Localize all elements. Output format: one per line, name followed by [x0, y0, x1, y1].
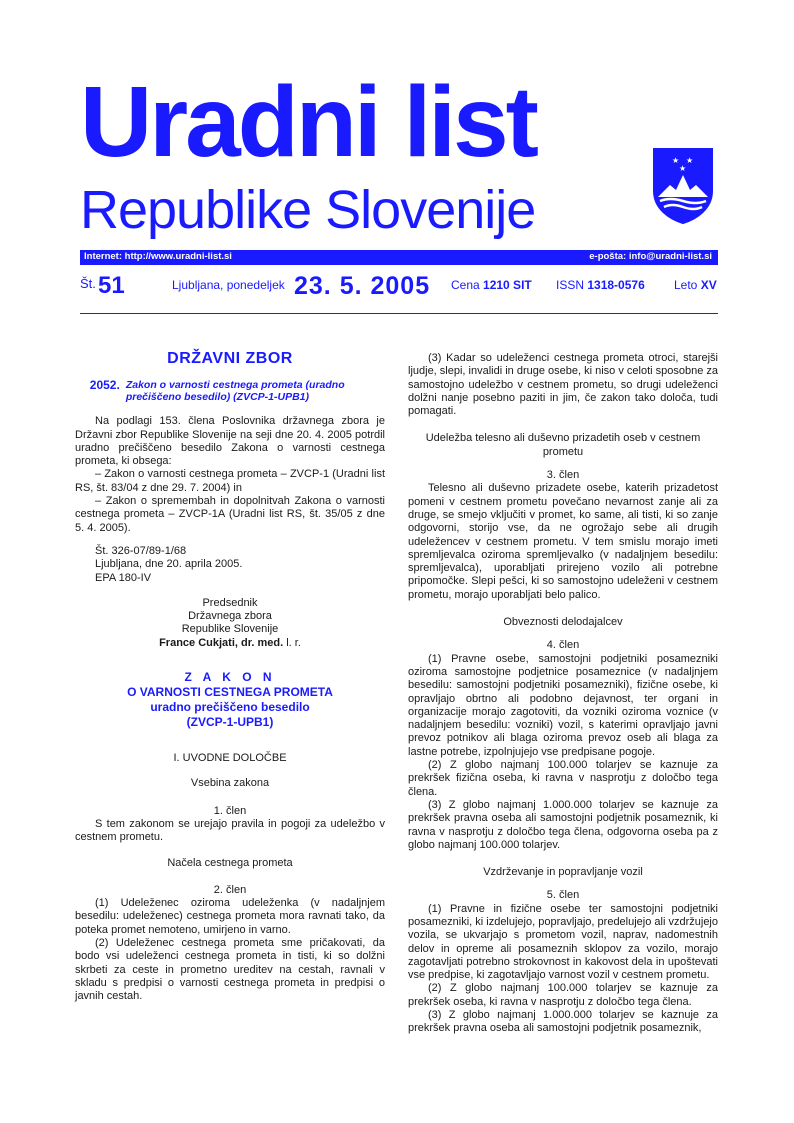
article-3-heading: 3. člen	[546, 469, 580, 482]
subheading-4: Obveznosti delodajalcev	[503, 616, 623, 629]
law-title	[75, 670, 385, 730]
article-4-heading: 4. člen	[546, 639, 580, 652]
signature-line-3: Republike Slovenije	[181, 623, 279, 636]
subheading-3: Udeležba telesno ali duševno prizadetih oseb v cestnem prometu	[425, 432, 701, 458]
act-number: 2052.	[89, 378, 120, 393]
article-4-paragraph-2: (2) Z globo najmanj 100.000 tolarjev se kaznuje za prekršek fizična oseba, ki ravna v nasprotju z določbo tega člena.	[408, 759, 718, 798]
law-title-line-3: uradno prečiščeno besedilo	[150, 700, 310, 715]
issue-number-label: Št.	[80, 276, 96, 291]
year-label: Leto	[674, 278, 698, 292]
signature-name-line	[75, 637, 385, 650]
price-value: 1210 SIT	[483, 278, 532, 292]
issn-value: 1318-0576	[587, 278, 645, 292]
article-1-text: S tem zakonom se urejajo pravila in pogoji za udeležbo v cestnem prometu.	[75, 817, 385, 844]
reference-epa: EPA 180-IV	[95, 571, 152, 584]
left-column	[75, 340, 385, 1004]
article-4-paragraph-3: (3) Z globo najmanj 1.000.000 tolarjev se kaznuje za prekršek pravna oseba ali samostojni podjetnik posameznik, ki ravna v nasprotju z določbo tega člena, odgovorna oseba pa z globo najmanj 100.000 tolarjev.	[408, 798, 718, 851]
subheading-2: Načela cestnega prometa	[167, 856, 293, 869]
law-title-line-2: O VARNOSTI CESTNEGA PROMETA	[127, 685, 333, 700]
issue-number: 51	[98, 272, 125, 299]
year-value: XV	[700, 278, 717, 292]
masthead-contact-bar	[80, 250, 718, 265]
svg-text:★: ★	[686, 156, 694, 165]
issue-place-day: Ljubljana, ponedeljek	[172, 278, 285, 292]
issn-label: ISSN	[556, 278, 585, 292]
header-rule	[80, 313, 718, 314]
slovenia-coat-of-arms-icon	[650, 145, 716, 225]
intro-paragraph: Na podlagi 153. člena Poslovnika državnega zbora je Državni zbor Republike Slovenije na seji dne 20. 4. 2005 potrdil uradno prečiščeno besedilo Zakona o varnosti cestnega prometa, ki obsega:	[75, 415, 385, 468]
article-3-text: Telesno ali duševno prizadete osebe, katerih prizadetost pomeni v cestnem prometu povečano nevarnost zanje ali za druge, se smejo vključiti v promet, ko same, ali tisti, ki so zanje odgovorni, storijo vse, da ne ogrožajo sebe ali drugih udeležencev v cestnem prometu. V tem smislu morajo imeti spremljevalca oziroma spremljevalko (v nadaljnjem besedilu: spremljevalca), uporabljati prirejeno vozilo ali potrebne pripomočke. Slepi pešci, ki so samostojno udeleženi v cestnem prometu, morajo uporabljati belo palico.	[408, 482, 718, 601]
svg-text:★: ★	[672, 156, 680, 165]
signature-line-1: Predsednik	[202, 596, 258, 609]
law-title-line-4: (ZVCP-1-UPB1)	[186, 715, 274, 730]
internet-link[interactable]: Internet: http://www.uradni-list.si	[84, 251, 232, 262]
article-4-paragraph-1: (1) Pravne osebe, samostojni podjetniki posamezniki oziroma samostojne podjetnice posameznice (v nadaljnjem besedilu: samostojni podjetniki posamezniki), fizične osebe, ki opravljajo obrtno ali podobno dejavnost, ter organi in organizacije morajo zagotoviti, da vozniki oziroma voznice (v nadaljnjem besedilu: vozniki) vozil, s katerimi opravljajo javni prevoz potnikov ali blaga oziroma prevoz oseb ali blaga za lastne potrebe, izpolnjujejo vse predpisane pogoje.	[408, 652, 718, 758]
reference-date: Ljubljana, dne 20. aprila 2005.	[95, 558, 243, 571]
price-label: Cena	[451, 278, 480, 292]
section-title: DRŽAVNI ZBOR	[167, 350, 293, 367]
subheading-1: Vsebina zakona	[190, 777, 270, 790]
article-5-paragraph-3: (3) Z globo najmanj 1.000.000 tolarjev se kaznuje za prekršek pravna oseba ali samostojni podjetnik posameznik,	[408, 1009, 718, 1035]
law-title-word: Z A K O N	[184, 670, 276, 685]
masthead-title: Uradni list	[80, 66, 536, 178]
article-2-paragraph-3: (3) Kadar so udeleženci cestnega prometa otroci, starejši ljudje, slepi, invalidi in druge osebe, ki niso v celoti sposobne za samostojno udeležbo v cestnem prometu, so drugi udeleženci dolžni nanje posebno paziti in jim, če zakon tako določa, tudi pomagati.	[408, 352, 719, 418]
email-link[interactable]: e-pošta: info@uradni-list.si	[589, 251, 712, 262]
act-heading	[75, 379, 385, 403]
svg-text:★: ★	[679, 164, 687, 173]
right-column	[408, 352, 718, 1036]
intro-item-2: – Zakon o spremembah in dopolnitvah Zakona o varnosti cestnega prometa – ZVCP-1A (Uradni list RS, št. 35/05 z dne 5. 4. 2005).	[75, 495, 385, 534]
reference-number: Št. 326-07/89-1/68	[95, 544, 187, 557]
chapter-heading: I. UVODNE DOLOČBE	[173, 752, 287, 765]
signature-line-2: Državnega zbora	[188, 610, 272, 623]
act-title: Zakon o varnosti cestnega prometa (uradno prečiščeno besedilo) (ZVCP-1-UPB1)	[125, 379, 345, 404]
masthead-subtitle: Republike Slovenije	[80, 180, 536, 240]
article-1-heading: 1. člen	[213, 804, 247, 817]
issue-issn	[556, 278, 645, 292]
article-2-paragraph-1: (1) Udeleženec oziroma udeleženka (v nadaljnjem besedilu: udeleženec) cestnega prometa mora ravnati tako, da poteka promet nemoteno, umirjeno in varno.	[75, 897, 385, 936]
article-2-heading: 2. člen	[213, 883, 247, 896]
article-5-heading: 5. člen	[546, 889, 580, 902]
article-5-paragraph-1: (1) Pravne in fizične osebe ter samostojni podjetniki posamezniki, ki izdelujejo, popravljajo, predelujejo ali vzdržujejo vozila, se ukvarjajo s prometom vozil, naprav, nadomestnih delov in opreme ali posameznih sklopov za vozilo, morajo zagotavljati potrebno strokovnost in kakovost dela in upoštevati vse predpise, ki zagotavljajo varnost vozil v cestnem prometu.	[408, 902, 718, 982]
issue-date: 23. 5. 2005	[294, 272, 431, 300]
signature-name: France Cukjati, dr. med.	[159, 636, 284, 649]
signature-lr: l. r.	[286, 636, 301, 649]
subheading-5: Vzdrževanje in popravljanje vozil	[483, 866, 643, 879]
intro-item-1: – Zakon o varnosti cestnega prometa – ZVCP-1 (Uradni list RS, št. 83/04 z dne 29. 7. 2004) in	[75, 468, 385, 494]
issue-price	[451, 278, 532, 292]
article-5-paragraph-2: (2) Z globo najmanj 100.000 tolarjev se kaznuje za prekršek oseba, ki ravna v nasprotju z določbo tega člena.	[408, 982, 718, 1008]
issue-info-row	[80, 270, 718, 310]
signature-block	[75, 597, 385, 650]
article-2-paragraph-2: (2) Udeleženec cestnega prometa sme pričakovati, da bodo vsi udeleženci cestnega prometa in tisti, ki so dolžni skrbeti za ceste in prometno ureditev na cestah, ravnali v skladu s predpisi o varnosti cestnega prometa in predpisi o javnih cestah.	[75, 937, 385, 1003]
issue-year	[674, 278, 717, 292]
